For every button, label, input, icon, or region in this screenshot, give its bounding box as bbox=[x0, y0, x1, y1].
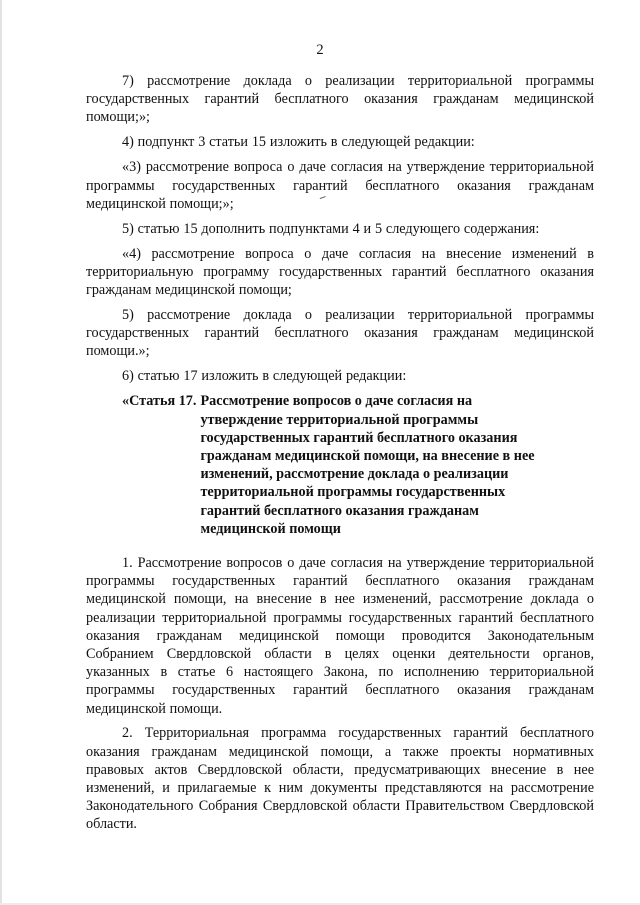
article-title-line: гражданам медицинской помощи, на внесение в нее bbox=[200, 448, 535, 465]
paragraph-item-7: 7) рассмотрение доклада о реализации территориальной программы государственных гарантий бесплатного оказания гражданам медицинской помощи;»; bbox=[86, 73, 594, 126]
paragraph-subpoint-4: «4) рассмотрение вопроса о даче согласия на внесение изменений в территориальную программу государственных гарантий бесплатного оказания гражданам медицинской помощи; bbox=[86, 245, 594, 299]
article-heading bbox=[86, 392, 594, 538]
article-clause-2: 2. Территориальная программа государственных гарантий бесплатного оказания гражданам медицинской помощи, а также проекты нормативных правовых актов Свердловской области, предусматривающих внесение в нее изменений, и прилагаемые к ним документы представляются на рассмотрение Законодательного Собрания Свердловской области Правительством Свердловской области. bbox=[86, 725, 594, 833]
article-title-line: гарантий бесплатного оказания гражданам bbox=[200, 502, 479, 519]
paragraph-subpoint-3: «3) рассмотрение вопроса о даче согласия на утверждение территориальной программы государственных гарантий бесплатного оказания гражданам медицинской помощи;»; bbox=[86, 159, 594, 212]
article-title-line: утверждение территориальной программы bbox=[200, 411, 479, 428]
page-number: 2 bbox=[316, 42, 324, 58]
paragraph-subpoint-5: 5) рассмотрение доклада о реализации территориальной программы государственных гарантий бесплатного оказания гражданам медицинской помощи.»; bbox=[86, 307, 594, 360]
paragraph-amendment-4: 4) подпункт 3 статьи 15 изложить в следующей редакции: bbox=[122, 134, 475, 151]
article-title-line: государственных гарантий бесплатного оказания bbox=[200, 429, 518, 446]
paragraph-amendment-6: 6) статью 17 изложить в следующей редакции: bbox=[122, 368, 407, 385]
article-title-line: изменений, рассмотрение доклада о реализации bbox=[200, 466, 509, 483]
article-clause-1: 1. Рассмотрение вопросов о даче согласия на утверждение территориальной программы государственных гарантий бесплатного оказания гражданам медицинской помощи, на внесение в нее изменений, рассмотрение доклада о реализации территориальной программы государственных гарантий бесплатного оказания гражданам медицинской помощи проводится Законодательным Собранием Свердловской области в целях оценки деятельности органов, указанных в статье 6 настоящего Закона, по исполнению территориальной программы государственных гарантий бесплатного оказания гражданам медицинской помощи. bbox=[86, 555, 594, 717]
article-title-line: Рассмотрение вопросов о даче согласия на bbox=[200, 393, 473, 410]
document-body bbox=[86, 72, 594, 840]
article-title-line: территориальной программы государственных bbox=[200, 484, 506, 501]
article-label: «Статья 17. bbox=[122, 393, 197, 410]
scan-edge-shadow bbox=[0, 0, 2, 905]
article-title bbox=[196, 392, 535, 538]
paragraph-amendment-5: 5) статью 15 дополнить подпунктами 4 и 5 следующего содержания: bbox=[122, 220, 540, 237]
article-title-line: медицинской помощи bbox=[200, 520, 341, 537]
